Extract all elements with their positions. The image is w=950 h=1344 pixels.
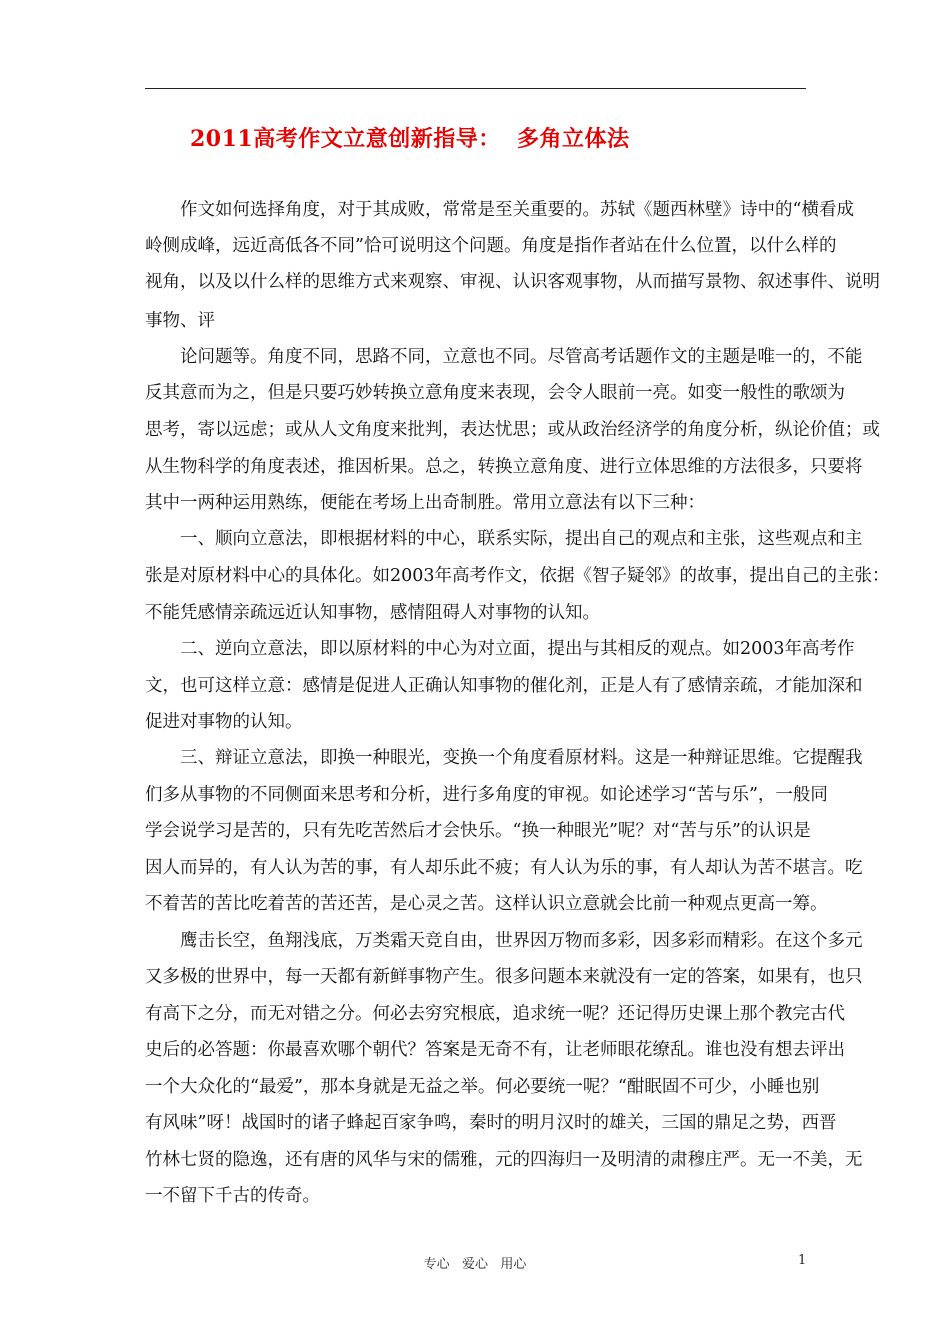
text-line: 思考，寄以远虑；或从人文角度来批判，表达忧思；或从政治经济学的角度分析，纵论价值；或 (145, 420, 880, 440)
text-line: 作文如何选择角度，对于其成败，常常是至关重要的。苏轼《题西林壁》诗中的“横看成 (180, 200, 854, 220)
text-line: 岭侧成峰，远近高低各不同”恰可说明这个问题。角度是指作者站在什么位置，以什么样的 (145, 236, 837, 256)
text-line: 一不留下千古的传奇。 (145, 1186, 320, 1206)
text-line: 因人而异的，有人认为苦的事，有人却乐此不疲；有人认为乐的事，有人却认为苦不堪言。吃 (145, 858, 863, 878)
text-line: 视角，以及以什么样的思维方式来观察、审视、认识客观事物，从而描写景物、叙述事件、说明 (145, 272, 880, 292)
text-line: 一、顺向立意法，即根据材料的中心，联系实际，提出自己的观点和主张，这些观点和主 (180, 529, 863, 549)
text-line: 竹林七贤的隐逸，还有唐的风华与宋的儒雅，元的四海归一及明清的肃穆庄严。无一不美，无 (145, 1150, 863, 1170)
text-line: 史后的必答题：你最喜欢哪个朝代？答案是无奇不有，让老师眼花缭乱。谁也没有想去评出 (145, 1040, 845, 1060)
footer-motto: 专心 爱心 用心 (423, 1257, 527, 1272)
text-line: 张是对原材料中心的具体化。如2003年高考作文，依据《智子疑邻》的故事，提出自己的主张： (145, 566, 890, 586)
document-title: 2011高考作文立意创新指导： 多角立体法 (190, 126, 630, 152)
text-line: 其中一两种运用熟练，便能在考场上出奇制胜。常用立意法有以下三种： (145, 493, 705, 513)
text-line: 事物、评 (145, 311, 215, 331)
text-line: 从生物科学的角度表述，推因析果。总之，转换立意角度、进行立体思维的方法很多，只要将 (145, 457, 863, 477)
page-number: 1 (798, 1253, 807, 1268)
text-line: 文，也可这样立意：感情是促进人正确认知事物的催化剂，正是人有了感情亲疏，才能加深和 (145, 676, 863, 696)
text-line: 反其意而为之，但是只要巧妙转换立意角度来表现，会令人眼前一亮。如变一般性的歌颂为 (145, 383, 845, 403)
text-line: 又多极的世界中，每一天都有新鲜事物产生。很多问题本来就没有一定的答案，如果有，也只 (145, 967, 863, 987)
text-line: 有风味”呀！战国时的诸子蜂起百家争鸣，秦时的明月汉时的雄关，三国的鼎足之势，西晋 (145, 1113, 837, 1133)
text-line: 有高下之分，而无对错之分。何必去穷究根底，追求统一呢？还记得历史课上那个教完古代 (145, 1004, 845, 1024)
text-line: 二、逆向立意法，即以原材料的中心为对立面，提出与其相反的观点。如2003年高考作 (180, 639, 855, 659)
text-line: 不能凭感情亲疏远近认知事物，感情阻碍人对事物的认知。 (145, 603, 600, 623)
text-line: 们多从事物的不同侧面来思考和分析，进行多角度的审视。如论述学习“苦与乐”，一般同 (145, 785, 828, 805)
header-rule (145, 88, 806, 89)
text-line: 鹰击长空，鱼翔浅底，万类霜天竞自由，世界因万物而多彩，因多彩而精彩。在这个多元 (180, 931, 863, 951)
text-line: 论问题等。角度不同，思路不同，立意也不同。尽管高考话题作文的主题是唯一的，不能 (180, 347, 863, 367)
text-line: 三、辩证立意法，即换一种眼光，变换一个角度看原材料。这是一种辩证思维。它提醒我 (180, 748, 863, 768)
text-line: 一个大众化的“最爱”，那本身就是无益之举。何必要统一呢？“酣眠固不可少，小睡也别 (145, 1077, 820, 1097)
text-line: 不着苦的苦比吃着苦的苦还苦，是心灵之苦。这样认识立意就会比前一种观点更高一筹。 (145, 894, 828, 914)
text-line: 促进对事物的认知。 (145, 712, 303, 732)
text-line: 学会说学习是苦的，只有先吃苦然后才会快乐。“换一种眼光”呢？对“苦与乐”的认识是 (145, 821, 811, 841)
